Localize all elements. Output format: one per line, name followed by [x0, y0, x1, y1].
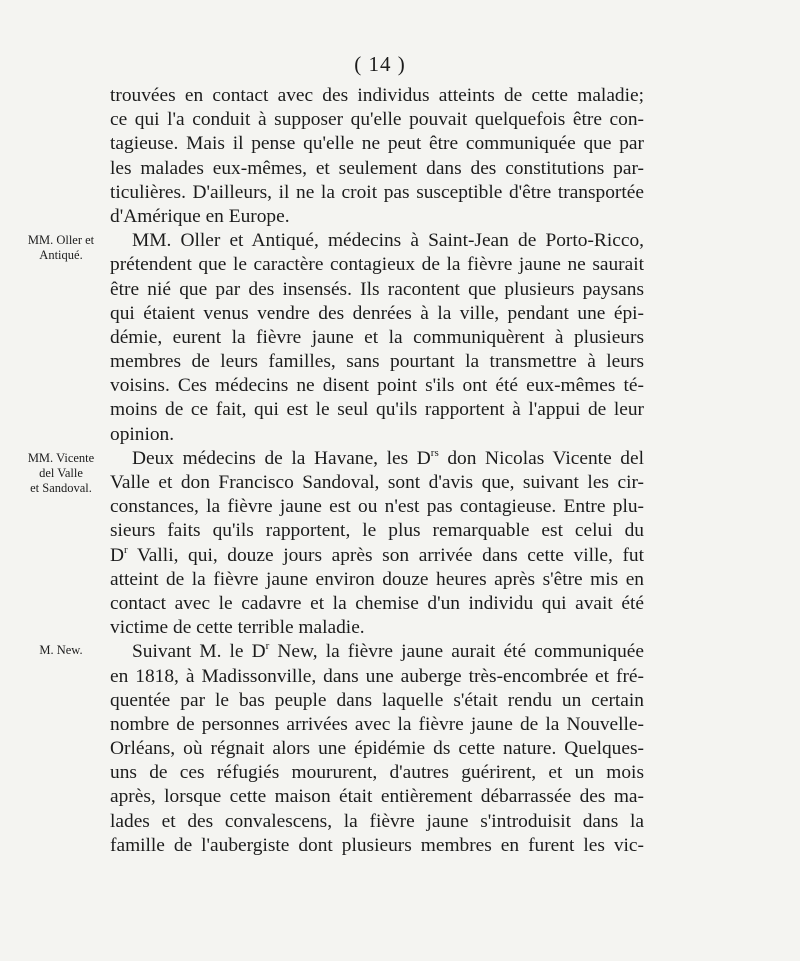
margin-note-line: del Valle: [39, 466, 83, 480]
text-line: sieurs faits qu'ils rapportent, le plus remarquable est celui du: [110, 520, 644, 542]
text-segment: Valli, qui, douze jours après son arrivée dans cette ville, fut: [127, 544, 644, 566]
text-line: en 1818, à Madissonville, dans une auberge très-encombrée et fré-: [110, 665, 644, 687]
text-line: trouvées en contact avec des individus atteints de cette maladie;: [110, 85, 644, 106]
text-line: MM. Oller et Antiqué, médecins à Saint-Jean de Porto-Ricco,: [132, 230, 644, 252]
margin-note-vicente: [14, 451, 108, 496]
text-line: contact avec le cadavre et la chemise d'un individu qui avait été: [110, 592, 644, 614]
text-line: voisins. Ces médecins ne disent point s'ils ont été eux-mêmes té-: [110, 375, 644, 397]
text-line: atteint de la fièvre jaune environ douze heures après s'être mis en: [110, 568, 644, 590]
superscript: rs: [430, 446, 439, 459]
text-line: tagieuse. Mais il pense qu'elle ne peut être communiquée que par: [110, 133, 644, 155]
text-line: Orléans, où régnait alors une épidémie ds cette nature. Quelques-: [110, 738, 644, 760]
text-line: [110, 640, 644, 664]
text-line: les malades eux-mêmes, et seulement dans des constitutions par-: [110, 157, 644, 179]
text-line: prétendent que le caractère contagieux de la fièvre jaune ne saurait: [110, 254, 644, 276]
text-line: ticulières. D'ailleurs, il ne la croit pas susceptible d'être transportée: [110, 181, 644, 203]
margin-note-oller: [14, 233, 108, 263]
text-line: démie, eurent la fièvre jaune et la communiquèrent à plusieurs: [110, 326, 644, 348]
text-line: uns de ces réfugiés moururent, d'autres guérirent, et un mois: [110, 762, 644, 784]
text-line: Valle et don Francisco Sandoval, sont d'avis que, suivant les cir-: [110, 472, 644, 493]
text-line: [110, 544, 644, 568]
text-segment: Deux médecins de la Havane, les D: [132, 447, 431, 469]
text-line: opinion.: [110, 423, 175, 445]
text-line: famille de l'aubergiste dont plusieurs membres en furent les vic-: [110, 834, 644, 856]
text-line: victime de cette terrible maladie.: [110, 617, 365, 639]
text-segment: D: [110, 544, 125, 566]
text-segment: don Nicolas Vicente del: [438, 447, 644, 469]
text-segment: Suivant M. le D: [132, 641, 266, 663]
text-line: quentée par le bas peuple dans laquelle s'était rendu un certain: [110, 689, 644, 711]
margin-note-line: MM. Vicente: [27, 451, 95, 465]
superscript: r: [124, 543, 128, 556]
margin-note-line: MM. Oller et: [27, 233, 95, 247]
margin-note-line: Antiqué.: [39, 248, 83, 262]
text-line: qui étaient venus vendre des denrées à la ville, pendant une épi-: [110, 302, 644, 324]
text-line: ce qui l'a conduit à supposer qu'elle pouvait quelquefois être con-: [110, 109, 644, 131]
text-line: être nié que par des insensés. Ils racontent que plusieurs paysans: [110, 278, 644, 300]
superscript: r: [265, 640, 270, 653]
text-line: lades et des convalescens, la fièvre jaune s'introduisit dans la: [110, 810, 644, 832]
margin-note-line: M. New.: [39, 643, 83, 657]
text-line: membres de leurs familles, sans pourtant la transmettre à leurs: [110, 351, 644, 373]
text-line: constances, la fièvre jaune est ou n'est pas contagieuse. Entre plu-: [110, 496, 644, 518]
text-line: [110, 447, 644, 471]
text-line: après, lorsque cette maison était entièrement débarrassée des ma-: [110, 786, 644, 808]
text-line: moins de ce fait, qui est le seul qu'ils rapportent à l'appui de leur: [110, 399, 644, 421]
body-text: [110, 84, 644, 858]
text-line: nombre de personnes arrivées avec la fièvre jaune de la Nouvelle-: [110, 713, 644, 735]
text-line: d'Amérique en Europe.: [110, 205, 290, 227]
margin-note-line: et Sandoval.: [30, 481, 92, 495]
page-number: ( 14 ): [354, 52, 406, 76]
text-segment: New, la fièvre jaune aurait été communiquée: [269, 641, 644, 663]
margin-note-new: [14, 643, 108, 658]
